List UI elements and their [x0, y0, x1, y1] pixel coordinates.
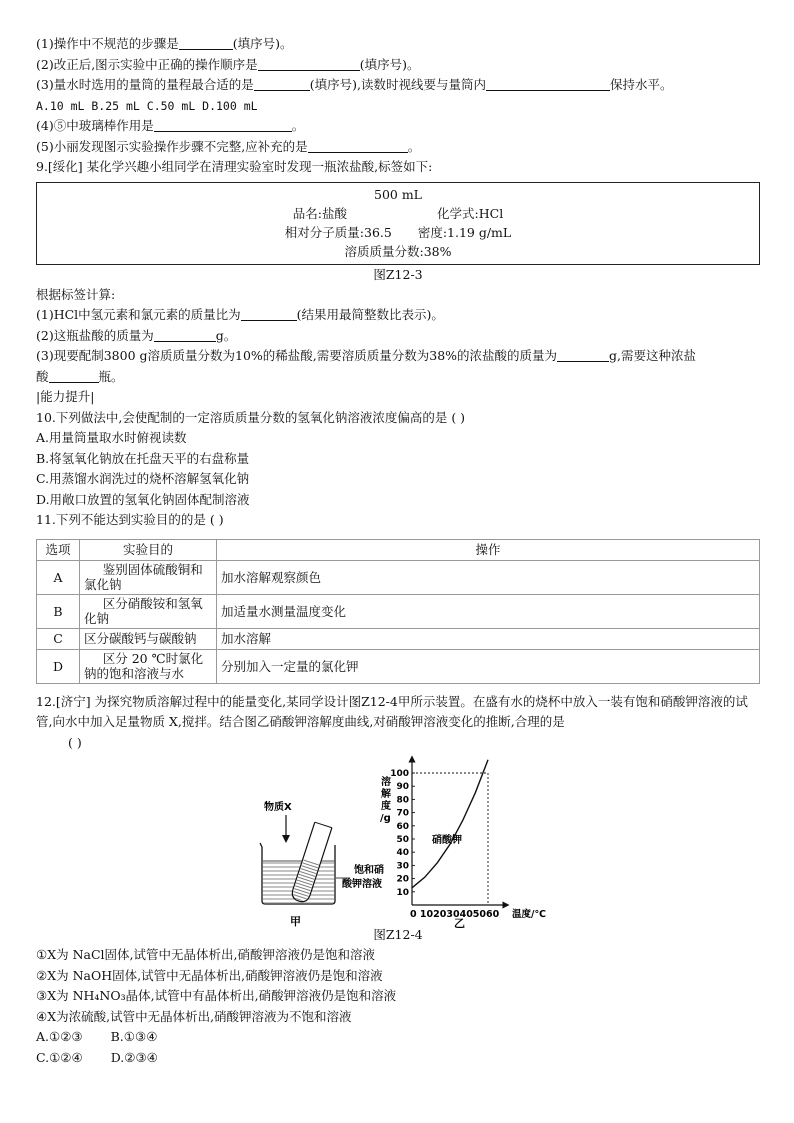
x-tick-labels: 0 102030405060 [410, 909, 500, 920]
header-operation: 操作 [217, 539, 760, 560]
q12-stem: 12.[济宁] 为探究物质溶解过程中的能量变化,某同学设计图Z12-4甲所示装置。在盛有水的烧杯中放入一装有饱和硝酸钾溶液的试管,向水中加入足量物质 X,搅拌。结合图乙硝酸钾溶解度曲线,对硝酸钾溶液变化的推断,合理的是 [36, 693, 748, 729]
row-goal: 区分碳酸钙与碳酸钠 [80, 628, 217, 649]
figure-svg [36, 753, 760, 929]
q12-statement-2: ②X为 NaOH固体,试管中无晶体析出,硝酸钾溶液仍是饱和溶液 [36, 967, 383, 983]
row-goal: 鉴别固体硫酸铜和氯化钠 [80, 560, 217, 594]
q12-options-row1 [36, 1027, 760, 1048]
label-name: 品名:盐酸 [292, 205, 348, 221]
row-option: C [37, 628, 80, 649]
q12-bracket: ( ) [68, 734, 82, 750]
curve-label: 硝酸钾 [432, 835, 462, 846]
figure-caption: 图Z12-3 [373, 266, 423, 282]
y-tick-label: 50 [396, 835, 409, 845]
table-row [37, 560, 760, 594]
solution-label-line1: 饱和硝 [354, 865, 384, 876]
label-molar-mass: 相对分子质量:36.5 [284, 224, 392, 240]
q8-part3-options: A.10 mL B.25 mL C.50 mL D.100 mL [36, 98, 258, 113]
answer-blank[interactable] [258, 57, 360, 71]
table-row [37, 594, 760, 628]
answer-blank[interactable] [486, 77, 610, 91]
figure-z12-4 [36, 753, 760, 929]
row-goal: 区分 20 ℃时氯化钠的饱和溶液与水 [80, 649, 217, 683]
q10-stem: 10.下列做法中,会使配制的一定溶质质量分数的氢氧化钠溶液浓度偏高的是 ( ) [36, 409, 466, 425]
answer-blank[interactable] [557, 348, 609, 362]
q12-statement-4: ④X为浓硫酸,试管中无晶体析出,硝酸钾溶液为不饱和溶液 [36, 1008, 352, 1024]
section-heading: |能力提升| [36, 389, 95, 404]
row-operation: 加适量水测量温度变化 [217, 594, 760, 628]
y-axis-label-2: 解 [381, 789, 391, 800]
q11-stem: 11.下列不能达到实验目的的是 ( ) [36, 512, 224, 527]
q9-part3-line2: 酸 瓶。 [36, 368, 124, 384]
q12-option-d: D.②③④ [110, 1049, 158, 1065]
answer-blank[interactable] [179, 36, 233, 50]
y-axis-label-1: 溶 [381, 777, 391, 788]
q9-intro: 根据标签计算: [36, 286, 116, 302]
row-goal: 区分硝酸铵和氢氧化钠 [80, 594, 217, 628]
q12-statement-3: ③X为 NH₄NO₃晶体,试管中有晶体析出,硝酸钾溶液仍是饱和溶液 [36, 988, 397, 1003]
row-operation: 加水溶解 [217, 628, 760, 649]
row-option: D [37, 649, 80, 683]
row-operation: 加水溶解观察颜色 [217, 560, 760, 594]
substance-x-label: 物质X [264, 802, 292, 813]
y-tick-label: 20 [396, 874, 409, 885]
y-tick-label: 90 [396, 782, 409, 793]
answer-blank[interactable] [308, 139, 408, 153]
y-tick-label: 70 [396, 808, 409, 819]
q8-part5: (5)小丽发现图示实验操作步骤不完整,应补充的是 。 [36, 138, 421, 154]
row-option: A [37, 560, 80, 594]
solution-label-line2: 酸钾溶液 [342, 879, 382, 890]
q9-part2: (2)这瓶盐酸的质量为 g。 [36, 327, 237, 343]
q12-option-a: A.①②③ [36, 1029, 83, 1044]
q12-statement-1: ①X为 NaCl固体,试管中无晶体析出,硝酸钾溶液仍是饱和溶液 [36, 947, 375, 962]
y-axis-label-4: /g [380, 813, 391, 824]
q8-part1: (1)操作中不规范的步骤是 (填序号)。 [36, 36, 293, 51]
y-tick-label: 30 [396, 861, 409, 872]
q10-option-a: A.用量筒量取水时俯视读数 [36, 430, 187, 445]
q8-part2: (2)改正后,图示实验中正确的操作顺序是 (填序号)。 [36, 56, 420, 72]
answer-blank[interactable] [241, 307, 297, 321]
q10-option-c: C.用蒸馏水润洗过的烧杯溶解氢氧化钠 [36, 471, 250, 486]
table-header-row [37, 539, 760, 560]
reagent-label [36, 182, 760, 265]
figure-b-name: 乙 [454, 917, 465, 929]
header-option: 选项 [37, 539, 80, 560]
row-option: B [37, 594, 80, 628]
q12-option-c: C.①②④ [36, 1049, 83, 1065]
table-row [37, 649, 760, 683]
y-ticks [390, 769, 415, 898]
label-density: 密度:1.19 g/mL [417, 224, 512, 240]
kno3-solubility-curve [412, 760, 488, 888]
label-mass-fraction: 溶质质量分数:38% [344, 243, 452, 259]
answer-blank[interactable] [154, 328, 216, 342]
label-volume: 500 mL [374, 186, 422, 202]
y-axis-label-3: 度 [381, 801, 391, 812]
label-formula: 化学式:HCl [437, 205, 504, 221]
beaker-apparatus [260, 800, 384, 928]
arrow-head-icon [282, 835, 290, 843]
figure-a-name: 甲 [290, 915, 301, 928]
y-tick-label: 10 [396, 887, 409, 898]
solubility-chart [380, 759, 546, 929]
worksheet-page [36, 34, 760, 1068]
table-row [37, 628, 760, 649]
figure-caption: 图Z12-4 [373, 927, 423, 942]
row-operation: 分别加入一定量的氯化钾 [217, 649, 760, 683]
q10-option-d: D.用敞口放置的氢氧化钠固体配制溶液 [36, 491, 250, 507]
y-tick-label: 100 [390, 769, 409, 779]
q12-options-row2 [36, 1048, 760, 1069]
q12-option-b: B.①③④ [110, 1029, 158, 1044]
answer-blank[interactable] [254, 77, 310, 91]
y-tick-label: 80 [396, 795, 409, 806]
q11-table [36, 539, 760, 684]
q8-part4: (4)⑤中玻璃棒作用是 。 [36, 118, 305, 133]
q10-option-b: B.将氢氧化钠放在托盘天平的右盘称量 [36, 450, 250, 466]
answer-blank[interactable] [49, 369, 99, 383]
x-axis-label: 温度/℃ [512, 909, 546, 920]
q9-part1: (1)HCl中氢元素和氯元素的质量比为 (结果用最简整数比表示)。 [36, 307, 444, 322]
answer-blank[interactable] [154, 118, 292, 132]
q8-part3: (3)量水时选用的量筒的量程最合适的是 (填序号),读数时视线要与量筒内 保持水平。 [36, 77, 673, 92]
y-tick-label: 60 [396, 821, 409, 832]
header-goal: 实验目的 [80, 539, 217, 560]
y-tick-label: 40 [396, 848, 409, 859]
q9-stem: 9.[绥化] 某化学兴趣小组同学在清理实验室时发现一瓶浓盐酸,标签如下: [36, 159, 433, 174]
q9-part3: (3)现要配制3800 g溶质质量分数为10%的稀盐酸,需要溶质质量分数为38%的浓盐酸的质量为 g,需要这种浓盐 [36, 348, 697, 363]
